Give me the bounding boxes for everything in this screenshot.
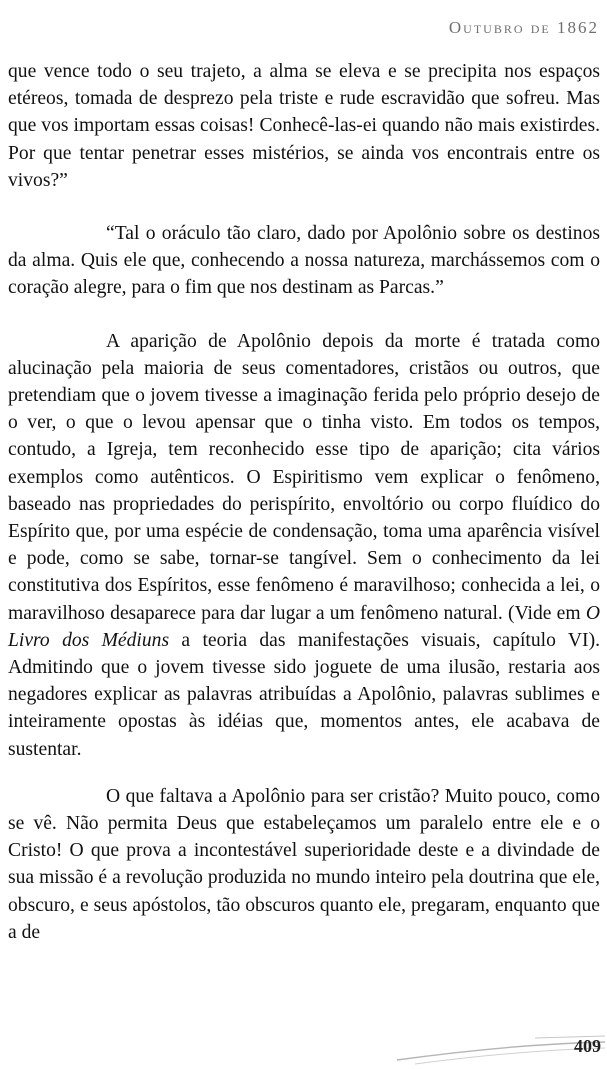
book-title-livro-dos-mediuns: O Livro dos Médiuns xyxy=(8,602,600,651)
paragraph-1: que vence todo o seu trajeto, a alma se eleva e se precipita nos espaços etéreos, tomada de desprezo pela triste e rude escravidão que sofreu. Mas que vos importam essas coisas! Conhecê-las-ei quando não mais existirdes. Por que tentar penetrar esses mistérios, se ainda vos encontrais entre os vivos?” xyxy=(8,61,600,191)
page-footer xyxy=(395,1030,607,1069)
page-body xyxy=(8,58,600,946)
paragraph-3-run-3: a teoria das manifestações visuais, capítulo VI). Admitindo que o jovem tivesse sido joguete de uma ilusão, restaria aos negadores explicar as palavras atribuídas a Apolônio, palavras sublimes e inteiramente opostas às idéias que, momentos antes, ele acabava de sustentar. xyxy=(8,629,600,760)
paragraph-3-apparition xyxy=(8,328,600,763)
paragraph-3-run-1: A aparição de Apolônio depois da morte é tratada como alucinação pela maioria de seus comentadores, cristãos ou outros, que pretendiam que o jovem tivesse a imaginação ferida pelo próprio desejo de o ver, o que o levou apensar que o tinha visto. Em todos os tempos, contudo, a Igreja, tem reconhecido esse tipo de aparição; cita vários exemplos como autênticos. O Espiritismo vem explicar o fenômeno, baseado nas propriedades do perispírito, envoltório ou corpo fluídico do Espírito que, por uma espécie de condensação, toma uma aparência visível e pode, como se sabe, tornar-se tangível. Sem o conhecimento da lei constitutiva dos Espíritos, esse fenômeno é maravilhoso; conhecida a lei, o maravilhoso desaparece para dar lugar a um fenômeno natural. (Vide em xyxy=(8,330,600,624)
paragraph-4-apolonio-cristo: O que faltava a Apolônio para ser cristão? Muito pouco, como se vê. Não permita Deus que estabeleçamos um paralelo entre ele e o Cristo! O que prova a incontestável superioridade deste e a divindade de sua missão é a revolução produzida no mundo inteiro pela doutrina que ele, obscuro, e seus apóstolos, tão obscuros quanto ele, pregaram, enquanto que a de xyxy=(8,785,600,943)
paragraph-2-oracle-quote: “Tal o oráculo tão claro, dado por Apolônio sobre os destinos da alma. Quis ele que, conhecendo a nossa natureza, marchássemos com o coração alegre, para o fim que nos destinam as Parcas.” xyxy=(8,223,600,299)
running-header: Outubro de 1862 xyxy=(448,18,599,37)
page-number: 409 xyxy=(574,1036,601,1056)
